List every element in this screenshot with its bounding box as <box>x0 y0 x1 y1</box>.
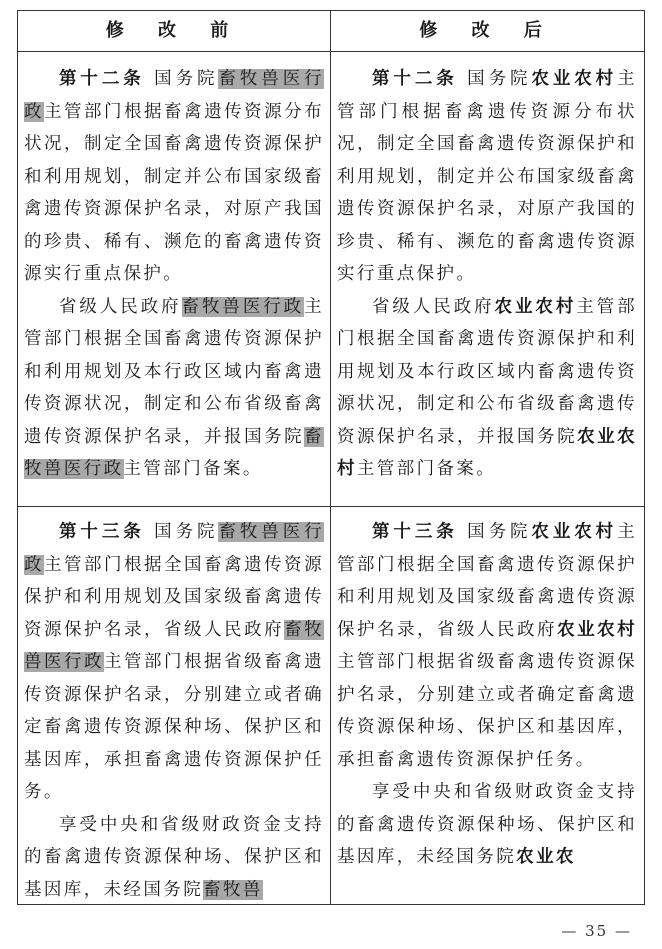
highlighted-text: 畜牧兽医行政 <box>24 69 325 122</box>
table-header <box>18 11 644 52</box>
page-number: — 35 — <box>561 922 632 940</box>
body-text: 主管部门根据畜禽遗传资源分布状况，制定全国畜禽遗传资源保护和利用规划，制定并公布国家级畜禽遗传资源保护名录，对原产我国的珍贵、稀有、濒危的畜禽遗传资源实行重点保护。 <box>24 101 324 284</box>
bold-text: 第十三条 <box>372 522 458 542</box>
paragraph <box>24 291 324 486</box>
paragraph <box>337 63 637 291</box>
body-text: 省级人民政府 <box>372 296 495 317</box>
column-divider <box>330 11 331 904</box>
body-text: 主管部门根据全国畜禽遗传资源保护和利用规划及国家级畜禽遗传资源保护名录，省级人民政府 <box>24 554 324 640</box>
comparison-table <box>17 10 645 905</box>
bold-text: 第十二条 <box>372 69 458 89</box>
paragraph <box>337 776 637 874</box>
body-text: 国务院 <box>144 69 219 89</box>
body-text: 主管部门根据畜禽遗传资源分布状况，制定全国畜禽遗传资源保护和利用规划，制定并公布国家级畜禽遗传资源保护名录，对原产我国的珍贵、稀有、濒危的畜禽遗传资源实行重点保护。 <box>337 69 637 284</box>
paragraph <box>24 63 324 291</box>
body-text: 主管部门备案。 <box>356 459 497 479</box>
body-text: 享受中央和省级财政资金支持的畜禽遗传资源保种场、保护区和基因库，未经国务院 <box>24 814 324 900</box>
body-text: 主管部门备案。 <box>123 459 263 479</box>
body-text: 主管部门根据省级畜禽遗传资源保护名录，分别建立或者确定畜禽遗传资源保种场、保护区和基因库，承担畜禽遗传资源保护任务。 <box>337 652 637 770</box>
paragraph <box>24 516 324 809</box>
body-text: 国务院 <box>457 69 532 89</box>
highlighted-text: 畜牧兽 <box>203 879 263 900</box>
bold-text: 农业农村 <box>531 522 618 542</box>
body-text: 国务院 <box>457 522 532 542</box>
row-divider <box>18 506 644 507</box>
highlighted-text: 畜牧兽医行政 <box>181 296 305 317</box>
highlighted-text: 畜牧兽医行政 <box>24 619 324 672</box>
row2-before <box>24 516 324 906</box>
bold-text: 农业农村 <box>531 69 618 89</box>
row2-after <box>337 516 637 874</box>
highlighted-text: 畜牧兽医行政 <box>24 426 324 479</box>
bold-text: 第十三条 <box>59 522 145 542</box>
body-text: 国务院 <box>144 522 219 542</box>
paragraph <box>337 291 637 486</box>
row1-before <box>24 63 324 486</box>
body-text: 主管部门根据全国畜禽遗传资源保护和利用规划及本行政区域内畜禽遗传资源状况，制定和公布省级畜禽遗传资源保护名录，并报国务院 <box>24 296 324 447</box>
header-after: 修 改 后 <box>419 20 556 41</box>
bold-text: 农业农村 <box>557 619 637 640</box>
bold-text: 第十二条 <box>59 69 145 89</box>
body-text: 主管部门根据全国畜禽遗传资源保护和利用规划及本行政区域内畜禽遗传资源状况，制定和公布省级畜禽遗传资源保护名录，并报国务院 <box>337 296 637 447</box>
body-text: 省级人民政府 <box>59 296 182 317</box>
body-text: 主管部门根据全国畜禽遗传资源保护和利用规划及国家级畜禽遗传资源保护名录，省级人民政府 <box>337 522 637 640</box>
paragraph <box>24 809 324 907</box>
bold-text: 农业农村 <box>494 296 577 317</box>
bold-text: 农业农村 <box>337 426 637 479</box>
body-text: 主管部门根据省级畜禽遗传资源保护名录，分别建立或者确定畜禽遗传资源保种场、保护区和基因库，承担畜禽遗传资源保护任务。 <box>24 652 324 802</box>
row1-after <box>337 63 637 486</box>
highlighted-text: 畜牧兽医行政 <box>24 522 325 575</box>
paragraph <box>337 516 637 776</box>
body-text: 享受中央和省级财政资金支持的畜禽遗传资源保种场、保护区和基因库，未经国务院 <box>337 782 637 867</box>
header-before: 修 改 前 <box>105 20 243 41</box>
bold-text: 农业农 <box>516 847 576 867</box>
